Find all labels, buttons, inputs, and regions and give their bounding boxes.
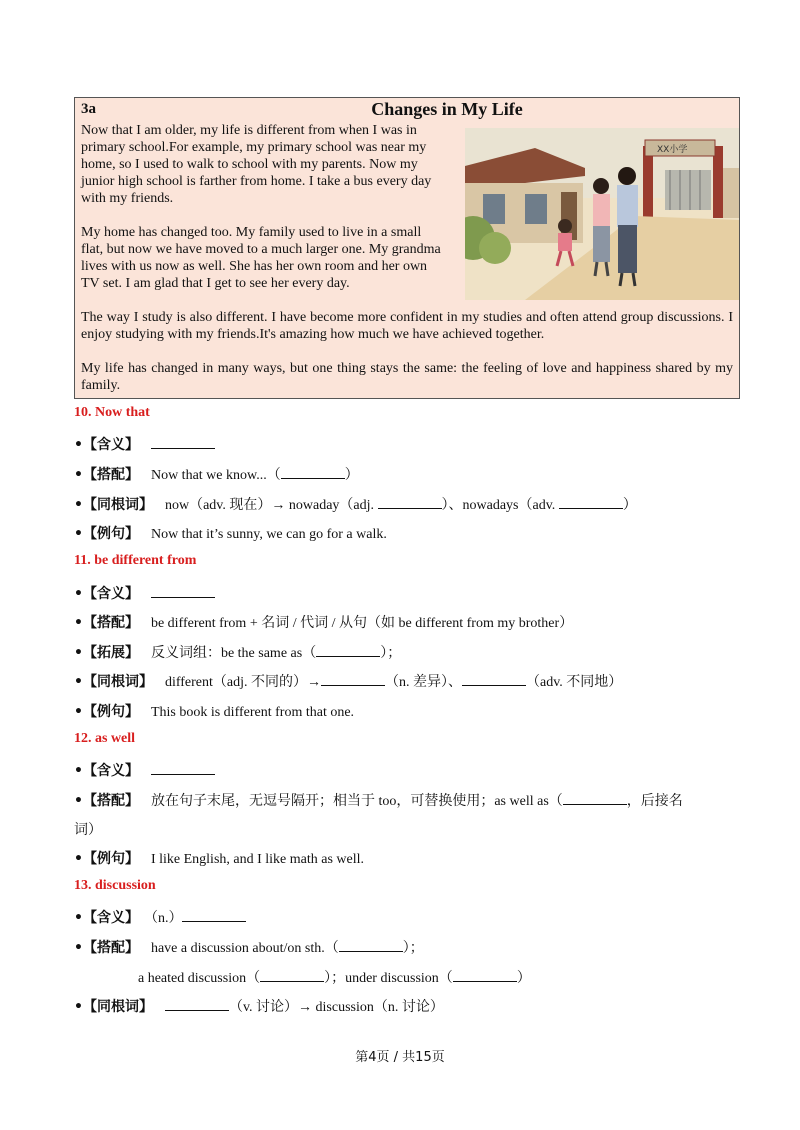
answer-blank[interactable] xyxy=(151,584,215,598)
exercise-label: 3a xyxy=(81,101,96,117)
answer-blank[interactable] xyxy=(165,997,229,1011)
answer-blank[interactable] xyxy=(321,672,385,686)
s12-collocation-row: •【搭配】 放在句子末尾，无逗号隔开；相当于 too，可替换使用；as well as（ ，后接名 xyxy=(74,793,683,809)
paragraph-2: My home has changed too. My family used to live in a small flat, but now we have moved to a much larger one. My grandma lives with us now as well. She has her own room and her own TV set. I am glad that I get to see her every day. xyxy=(81,225,441,291)
section-13-title: 13. discussion xyxy=(74,878,156,893)
s12-example-row: •【例句】 I like English, and I like math as well. xyxy=(74,851,365,867)
s11-collocation-row: •【搭配】 be different from + 名词 / 代词 / 从句（如 be different from my brother） xyxy=(74,615,574,631)
s10-collocation-row: •【搭配】 Now that we know...（ ） xyxy=(74,467,359,483)
s12-collocation-wrap: 词） xyxy=(74,823,102,838)
page-number: 第4页 / 共15页 xyxy=(355,1050,445,1065)
family-walking-illustration xyxy=(465,128,739,300)
answer-blank[interactable] xyxy=(260,968,324,982)
answer-blank[interactable] xyxy=(339,938,403,952)
s11-extend-row: •【拓展】 反义词组：be the same as（ ）； xyxy=(74,645,402,661)
s13-cognate-row: •【同根词】 （v. 讨论）→ discussion（n. 讨论） xyxy=(74,999,444,1015)
paragraph-1: Now that I am older, my life is different from when I was in primary school.For example, my primary school was near my home, so I used to walk to school with my parents. Now my junior high school is farther from home. I take a bus every day with my friends. xyxy=(81,123,432,206)
s13-meaning-row: •【含义】 （n.） xyxy=(74,907,246,927)
section-12-title: 12. as well xyxy=(74,731,136,746)
school-sign-text: XX小学 xyxy=(657,145,688,155)
answer-blank[interactable] xyxy=(281,465,345,479)
section-11-title: 11. be different from xyxy=(74,553,197,568)
passage-title: Changes in My Life xyxy=(371,99,523,119)
answer-blank[interactable] xyxy=(453,968,517,982)
answer-blank[interactable] xyxy=(378,495,442,509)
answer-blank[interactable] xyxy=(559,495,623,509)
answer-blank[interactable] xyxy=(316,643,380,657)
s10-example-row: •【例句】 Now that it’s sunny, we can go for a walk. xyxy=(74,526,387,542)
answer-blank[interactable] xyxy=(151,761,215,775)
paragraph-3: The way I study is also different. I have become more confident in my studies and often attend group discussions. I enjoy studying with my friends.It's amazing how much we have achieved together. xyxy=(81,310,733,342)
s11-example-row: •【例句】 This book is different from that one. xyxy=(74,704,355,720)
s13-collocation-row: •【搭配】 have a discussion about/on sth.（ ）； xyxy=(74,940,424,956)
reading-passage-box xyxy=(74,97,740,399)
answer-blank[interactable] xyxy=(182,908,246,922)
s13-collocation-row-2: a heated discussion（ ）；under discussion（ ） xyxy=(138,967,531,987)
s10-cognate-row: •【同根词】 now（adv. 现在）→ nowaday（adj. ）、nowadays（adv. ） xyxy=(74,497,637,513)
paragraph-4: My life has changed in many ways, but one thing stays the same: the feeling of love and happiness shared by my family. xyxy=(81,361,733,393)
answer-blank[interactable] xyxy=(563,791,627,805)
s10-meaning-row: •【含义】 xyxy=(74,434,215,454)
s11-cognate-row: •【同根词】 different（adj. 不同的）→ （n. 差异）、 （adv. 不同地） xyxy=(74,674,623,690)
answer-blank[interactable] xyxy=(462,672,526,686)
section-10-title: 10. Now that xyxy=(74,405,150,420)
answer-blank[interactable] xyxy=(151,435,215,449)
s12-meaning-row: •【含义】 xyxy=(74,760,215,780)
s11-meaning-row: •【含义】 xyxy=(74,583,215,603)
